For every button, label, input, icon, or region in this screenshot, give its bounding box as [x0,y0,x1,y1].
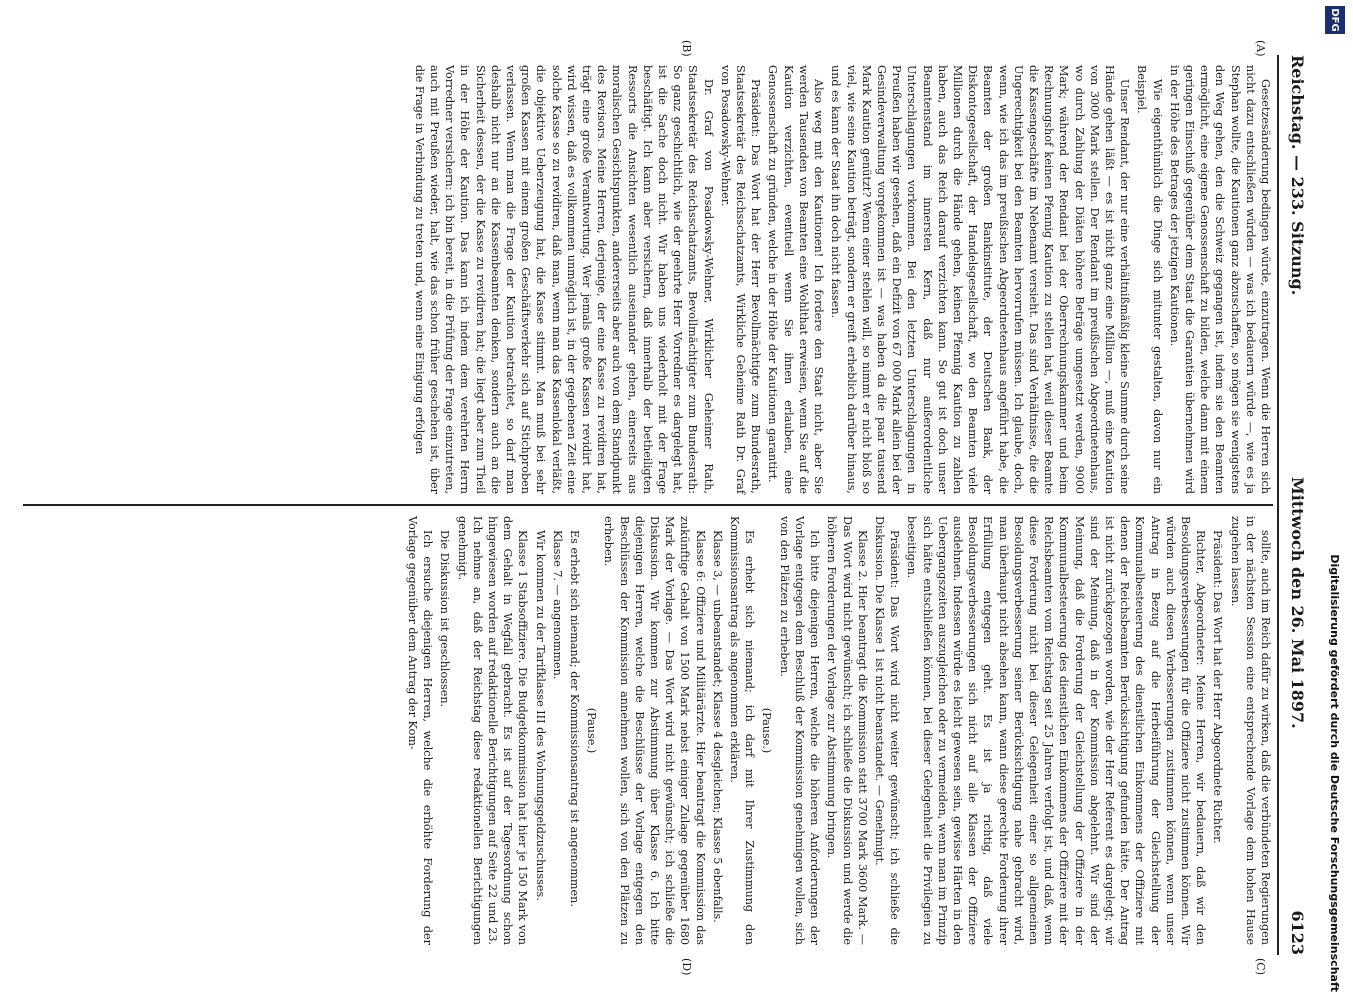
paragraph: Gesetzesänderung bedingen würde, einzutragen. Wenn die Herren sich nicht dazu entschließen würden — was ich bedauern würde —, wie es ja Stephan wollte, die Kautionen ganz abzuschaffen, so mögen sie wenigstens den Weg gehen, den die Schweiz gegangen ist, indem sie den Beamten ermöglicht, eine eigene Genossenschaft zu bilden, welche dann mit einem geringen Einschuß gegenüber dem Staat die Garantien übernehmen wird in der Höhe des Betrages der jetzigen Kautionen. [1167,65,1272,494]
right-column [23,506,1273,955]
page-header [1277,55,1313,955]
paragraph: Ich bitte diejenigen Herren, welche die höheren Anforderungen der Vorlage entgegen dem Beschluß der Kommission genehmigen wollen, sich von den Plätzen zu erheben. [777,516,822,945]
left-column [23,55,1273,504]
paragraph: Es erhebt sich niemand; ich darf mit Ihrer Zustimmung den Kommissionsantrag als angenommen erklären. [728,516,757,945]
margin-mark-b: (B) [680,40,693,57]
paragraph: Unser Rendant, der nur eine verhältnißmäßig kleine Summe durch seine Hände gehen läßt — es ist nicht ganz eine Million —, muß eine Kaution von 3000 Mark stellen. Der Rendant im preußischen Abgeordnetenhaus, wo durch Zahlung der Diäten höhere Beträge umgesetzt werden, 9000 Mark; während der Rendant bei der Oberrechnungskammer und beim Rechnungshof keinen Pfennig Kaution zu stellen hat, weil dieser Beamte die Kassengeschäfte im Nebenamt versieht. Das sind Verhältnisse, die die Ungerechtigkeit bei den Beamten hervorrufen müssen. Ich glaube, doch, wenn, wie ich das im preußischen Abgeordnetenhaus angeführt habe, die Beamten der großen Bankinstitute, der Deutschen Bank, der Diskontogesellschaft, der Handelsgesellschaft, wo den Beamten viele Millionen durch die Hände gehen, keinen Pfennig Kaution zu zahlen haben, auch das Reich darauf verzichten kann. So gut ist doch unser Beamtenstand im innersten Kern, daß nur außerordentliche Unterschlagungen vorkommen. Bei den letzten Unterschlagungen in Preußen haben wir gesehen, daß ein Defizit von 67 000 Mark allein bei der Gesindeverwaltung vorgekommen ist — was haben da die paar tausend Mark Kaution genützt? Wenn einer stehlen will, so nimmt er nicht bloß so viel, wie seine Kaution beträgt, sondern er greift erheblich darüber hinaus, und es kann der Staat ihn doch nicht fassen. [829,65,1132,494]
paragraph: Klasse 3, — unbeanstandet; Klasse 4 desgleichen; Klasse 5 ebenfalls. [710,530,724,923]
pause-note: (Pause.) [760,707,774,754]
paragraph: Die Diskussion ist geschlossen. [438,530,452,708]
paragraph: Wie eigenthümlich die Dinge sich mitunter gestalten, davon nur ein Beispiel. [1135,65,1164,494]
page-number: 6123 [1288,910,1308,955]
paragraph: Klasse 1 Stabsoffiziere. Die Budgetkommission hat hier je 150 Mark von dem Gehalt in Wegfall gebracht. Es ist auf der Tagesordnung schon hingewiesen worden auf redaktionelle Berichtigungen auf Seite 22 und 23. Ich nehme an, daß der Reichstag diese redaktionellen Berichtigungen genehmigt. [455,516,530,945]
margin-mark-c: (C) [1254,958,1267,975]
paragraph: Richter, Abgeordneter: Meine Herren, wir bedauern, daß wir den Besoldungsverbesserungen für die Offiziere nicht zustimmen können. Wir würden auch diesen Verbesserungen zustimmen können, wenn unser Antrag in Bezug auf die Herbeiführung der Gleichstellung der Kommunalbesteuerung des dienstlichen Einkommens der Offiziere mit denen der Reichsbeamten Berücksichtigung gefunden hätte. Der Antrag ist nicht zurückgezogen worden, wie der Herr Referent es dargelegt; wir sind der Meinung, daß in der Kommission abgelehnt. Wir sind der Meinung, daß die Forderung der Gleichstellung der Offiziere in der Kommunalbesteuerung des dienstlichen Einkommens der Offiziere mit der Reichsbeamten vom Reichstag seit 25 Jahren verfolgt ist, und daß, wenn diese Forderung nicht bei dieser Gelegenheit einer so allgemeinen Besoldungsverbesserung seiner Berücksichtigung nahe gebracht wird, man überhaupt nicht absehen kann, wann diese gerechte Forderung ihrer Erfüllung entgegen geht. Es ist ja richtig, daß viele Besoldungsverbesserungen sich nicht auf alle Klassen der Offiziere ausdehnen. Indessen würde es leicht gewesen sein, gewisse Härten in den Uebergangszeiten auszugleichen oder zu vermeiden, wenn man im Prinzip sich hätte entschließen können, bei dieser Gelegenheit die Privilegien zu beseitigen. [905,516,1208,945]
paragraph: Präsident: Das Wort hat der Herr Bevollmächtigte zum Bundesrath, Staatssekretär des Reichsschatzamts, Wirkliche Geheime Rath Dr. Graf von Posadowsky-Wehner. [718,65,763,494]
paragraph: sollte, auch im Reich dafür zu wirken, daß die verbündeten Regierungen in der nächsten Session eine entsprechende Vorlage dem hohen Hause zugehen lassen. [1228,516,1272,945]
paragraph: Wir kommen zu der Tarifklasse III des Wohnungsgeldzuschusses. [533,530,547,901]
header-center: Mittwoch den 26. Mai 1897. [1288,476,1308,729]
paragraph: Klasse 7. — angenommen. [550,530,564,680]
paragraph: Klasse 2. Hier beantragt die Kommission statt 3700 Mark 3600 Mark. — Das Wort wird nicht gewünscht; ich schließe die Diskussion und werde die höheren Forderungen der Vorlage zur Abstimmung bringen. [825,516,869,945]
margin-mark-d: (D) [680,958,693,976]
dfg-logo: DFG [1325,6,1345,34]
paragraph: Es erhebt sich niemand; der Kommissionsantrag ist angenommen. [568,530,582,907]
scan-credit-strip [1313,0,1353,1000]
paragraph: Klasse 6: Offiziere und Militärärzte. Hier beantragt die Kommission das zukünftige Gehalt von 1500 Mark nebst einiger Zulage gegenüber 1680 Mark der Vorlage. — Das Wort wird nicht gewünscht; ich schließe die Diskussion. Wir kommen zur Abstimmung über Klasse 6. Ich bitte diejenigen Herren, welche die Beschlüsse der Vorlage entgegen den Beschlüssen der Kommission annehmen wollen, sich von den Plätzen zu erheben. [602,516,707,945]
paragraph: Also weg mit den Kautionen! Ich fordere den Staat nicht, aber Sie werden Tausenden von Beamten eine Wohlthat erweisen, wenn Sie auf die Kaution verzichten, eventuell wenn Sie ihnen erlauben, eine Genossenschaft zu gründen, welche in der Höhe der Kautionen garantirt. [766,65,826,494]
paragraph: Präsident: Das Wort hat der Herr Abgeordnete Richter. [1211,530,1225,844]
paragraph: Ich ersuche diejenigen Herren, welche die erhöhte Forderung der Vorlage gegenüber dem Antrag der Kom- [406,516,435,945]
margin-mark-a: (A) [1254,40,1267,57]
text-columns [23,55,1273,955]
pause-note: (Pause.) [585,707,599,754]
digitization-credit: Digitalisierung gefördert durch die Deutsche Forschungsgemeinschaft [1328,554,1341,992]
paragraph: Dr. Graf von Posadowsky-Wehner, Wirklicher Geheimer Rath, Staatssekretär des Reichsschatzamts, Bevollmächtigter zum Bundesrath: So ganz geschichtlich, wie der geehrte Herr Vorredner es dargelegt hat, ist die Sache doch nicht. Wir haben uns wiederholt mit der Frage beschäftigt. Ich kann aber versichern, daß innerhalb der betheiligten Ressorts die Ansichten wesentlich auseinander gehen, einerseits aus moralischen Gesichtspunkten, andererseits aber auch von dem Standpunkt des Revisors. Meine Herren, derjenige, der eine Kasse zu revidiren hat, trägt eine große Verantwortung. Wer jemals große Kassen revidirt hat, wird wissen, daß es vollkommen unmöglich ist, in der gegebenen Zeit eine solche Kasse so zu revidiren, daß man, wenn man das Kassenlokal verläßt, die objektive Ueberzeugung hat, die Kasse stimmt. Man muß bei sehr großen Kassen mit einem großen Geschäftsverkehr sich auf Stichproben verlassen. Wenn man die Frage der Kaution betrachtet, so darf man deshalb nicht nur an die Kassenbeamten denken, sondern auch an die Sicherheit dessen, der die Kasse zu revidiren hat; die liegt aber zum Theil in der Höhe der Kaution. Das kann ich indem dem verehrten Herrn Vorredner versichern: ich bin bereit, in die Prüfung der Frage einzutreten, auch mit Preußen wieder, halt, wie das schon früher geschehen ist, über die Frage in Verbindung zu treten und, wenn eine Einigung erfolgen [412,65,715,494]
paragraph: Präsident: Das Wort wird nicht weiter gewünscht; ich schließe die Diskussion. Die Klasse 1 ist nicht beanstandet. — Genehmigt. [872,516,902,945]
header-left: Reichstag. — 233. Sitzung. [1288,55,1308,296]
